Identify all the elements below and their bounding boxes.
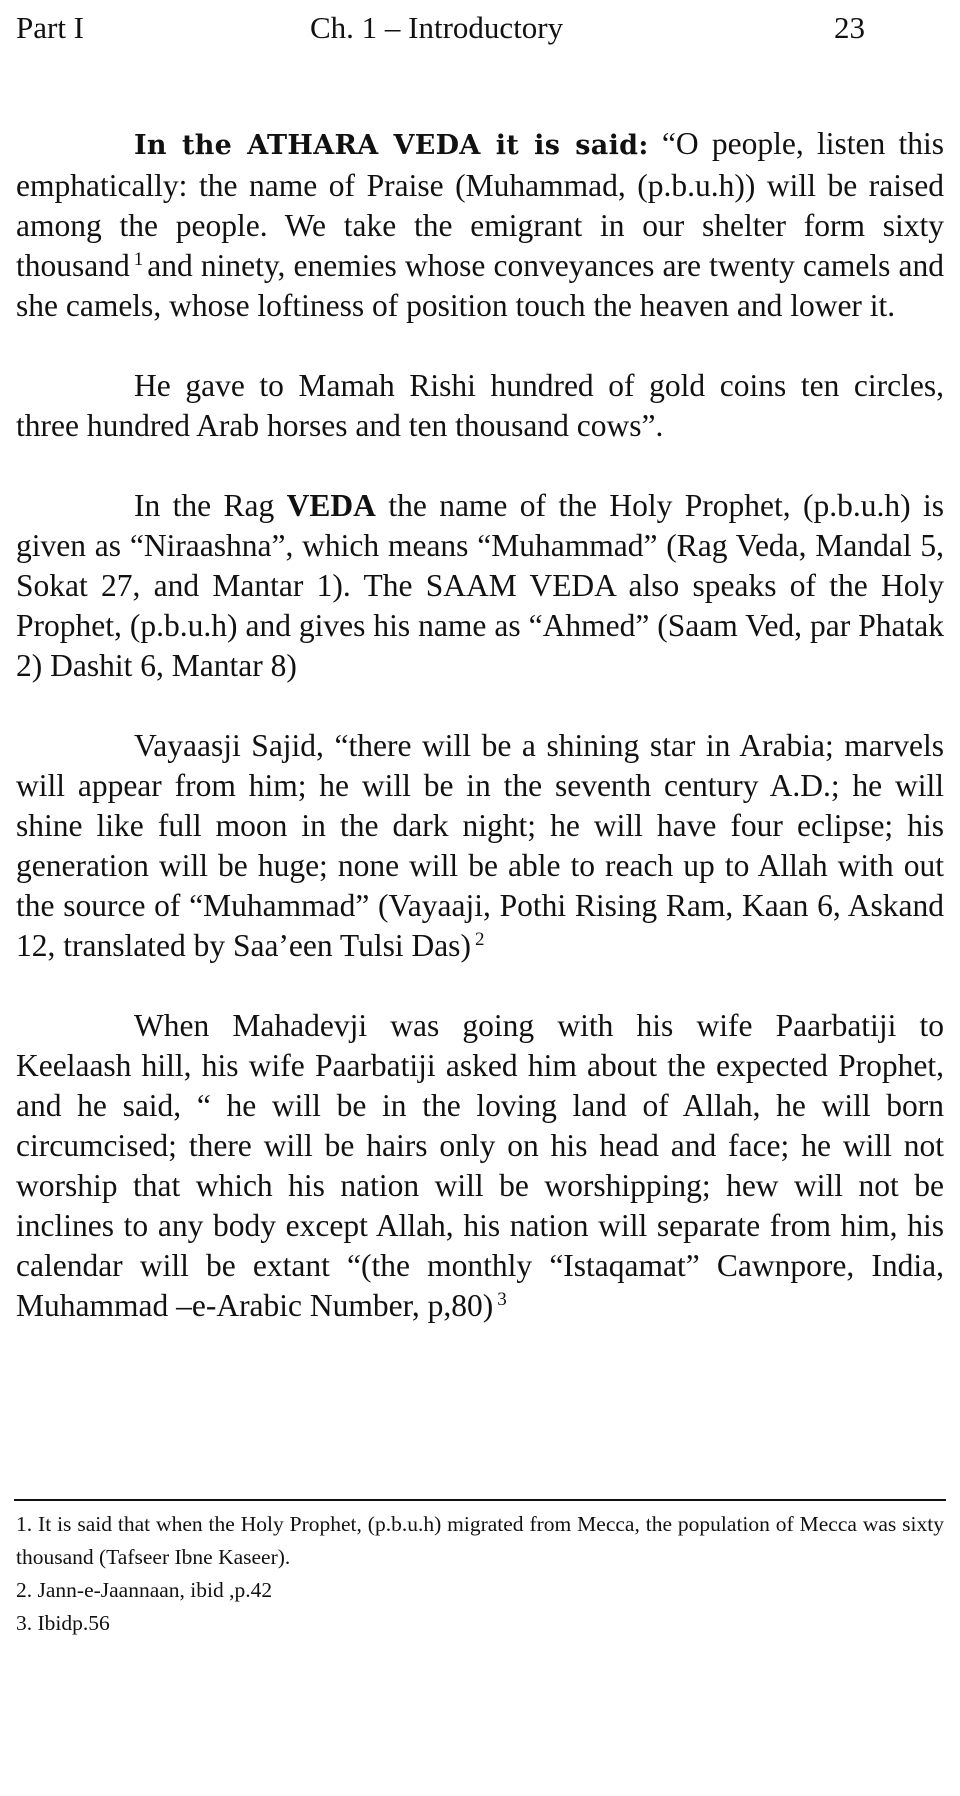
footnote-3: 3. Ibidp.56 — [16, 1611, 110, 1635]
paragraph-lead: In the ATHARA VEDA it is said: — [134, 130, 649, 161]
footnote-ref-1[interactable]: 1 — [133, 248, 144, 270]
paragraph-text: the name of the Holy Prophet, (p.b.u.h) is given as “Niraashna”, which means “Muhammad” (Rag Veda, Mandal 5, Sokat 27, and Mantar 1). The SAAM VEDA also speaks of the Holy Prophet, (p.b.u.h) and gives his name as “Ahmed” (Saam Ved, par Phatak 2) Dashit 6, Mantar 8) — [16, 488, 944, 683]
paragraph-text: When Mahadevji was going with his wife Paarbatiji to Keelaash hill, his wife Paarbatiji asked him about the expected Prophet, and he said, “ he will be in the loving land of Allah, he will born circumcised; there will be hairs only on his head and face; he will not worship that which his nation will be worshipping; hew will not be inclines to any body except Allah, his nation will separate from him, his calendar will be extant “(the monthly “Istaqamat” Cawnpore, India, Muhammad –e-Arabic Number, p,80) — [16, 1008, 944, 1323]
page-header — [16, 10, 944, 50]
footnote-ref-3[interactable]: 3 — [497, 1288, 507, 1310]
paragraph-mamah-rishi — [16, 366, 944, 446]
paragraph-text: He gave to Mamah Rishi hundred of gold coins ten circles, three hundred Arab horses and ten thousand cows”. — [16, 368, 944, 443]
footnotes — [16, 1508, 944, 1640]
header-chapter: Ch. 1 – Introductory — [310, 10, 564, 45]
emphasis-veda: VEDA — [286, 488, 376, 523]
header-page-number: 23 — [834, 10, 865, 45]
paragraph-mahadevji — [16, 1006, 944, 1326]
page-body — [16, 124, 944, 1326]
footnote-ref-2[interactable]: 2 — [474, 928, 485, 950]
paragraph-text: In the Rag — [134, 488, 287, 523]
paragraph-text: Vayaasji Sajid, “there will be a shining star in Arabia; marvels will appear from him; he will be in the seventh century A.D.; he will shine like full moon in the dark night; he will have four eclipse; his generation will be huge; none will be able to reach up to Allah with out the source of “Muhammad” (Vayaaji, Pothi Rising Ram, Kaan 6, Askand 12, translated by Saa’een Tulsi Das) — [16, 728, 944, 963]
paragraph-text: and ninety, enemies whose conveyances are twenty camels and she camels, whose loftiness of position touch the heaven and lower it. — [16, 248, 944, 323]
paragraph-rag-veda — [16, 486, 944, 686]
paragraph-athara-veda — [16, 124, 944, 326]
paragraph-vayaasji — [16, 726, 944, 966]
paragraph-text: “O people, listen this emphatically: the name of Praise (Muhammad, (p.b.u.h)) will be raised among the people. We take the emigrant in our shelter form sixty thousand — [16, 126, 944, 283]
footnote-divider — [14, 1499, 946, 1501]
footnote-1: 1. It is said that when the Holy Prophet, (p.b.u.h) migrated from Mecca, the population of Mecca was sixty thousand (Tafseer Ibne Kaseer). — [16, 1512, 944, 1569]
footnote-2: 2. Jann-e-Jaannaan, ibid ,p.42 — [16, 1578, 273, 1602]
header-part: Part I — [16, 10, 85, 45]
